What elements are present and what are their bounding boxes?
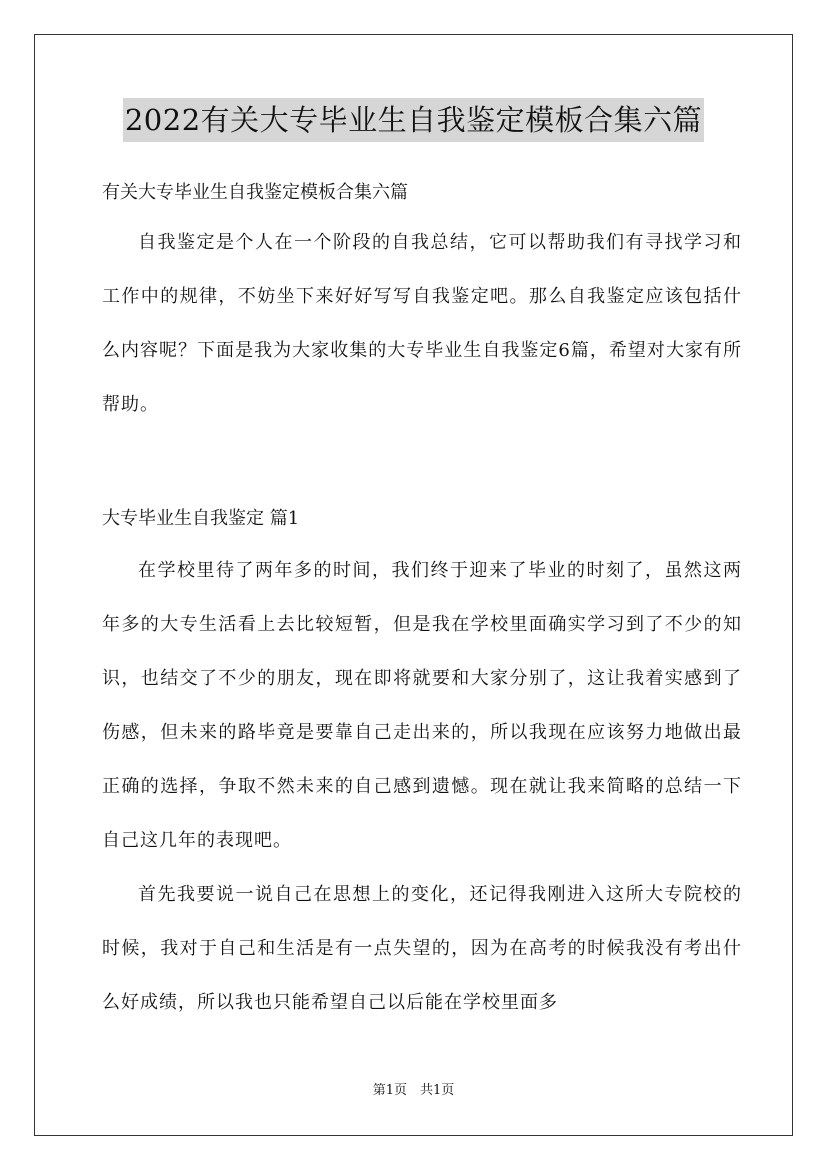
section-heading: 大专毕业生自我鉴定 篇1: [102, 508, 300, 529]
document-subtitle: 有关大专毕业生自我鉴定模板合集六篇: [102, 182, 408, 203]
body-paragraph-1: 在学校里待了两年多的时间，我们终于迎来了毕业的时刻了，虽然这两年多的大专生活看上去比较短暂，但是我在学校里面确实学习到了不少的知识，也结交了不少的朋友，现在即将就要和大家分别了，这让我着实感到了伤感，但未来的路毕竟是要靠自己走出来的，所以我现在应该努力地做出最正确的选择，争取不然未来的自己感到遗憾。现在就让我来简略的总结一下自己这几年的表现吧。: [102, 560, 742, 851]
body-paragraph-2: 首先我要说一说自己在思想上的变化，还记得我刚进入这所大专院校的时候，我对于自己和生活是有一点失望的，因为在高考的时候我没有考出什么好成绩，所以我也只能希望自己以后能在学校里面多: [102, 884, 742, 1013]
document-title: 2022有关大专毕业生自我鉴定模板合集六篇: [123, 98, 704, 142]
page-footer: 第1页 共1页: [372, 1083, 455, 1098]
intro-paragraph: 自我鉴定是个人在一个阶段的自我总结，它可以帮助我们有寻找学习和工作中的规律，不妨坐下来好好写写自我鉴定吧。那么自我鉴定应该包括什么内容呢？下面是我为大家收集的大专毕业生自我鉴定6篇，希望对大家有所帮助。: [102, 232, 742, 415]
title-container: [0, 98, 827, 142]
